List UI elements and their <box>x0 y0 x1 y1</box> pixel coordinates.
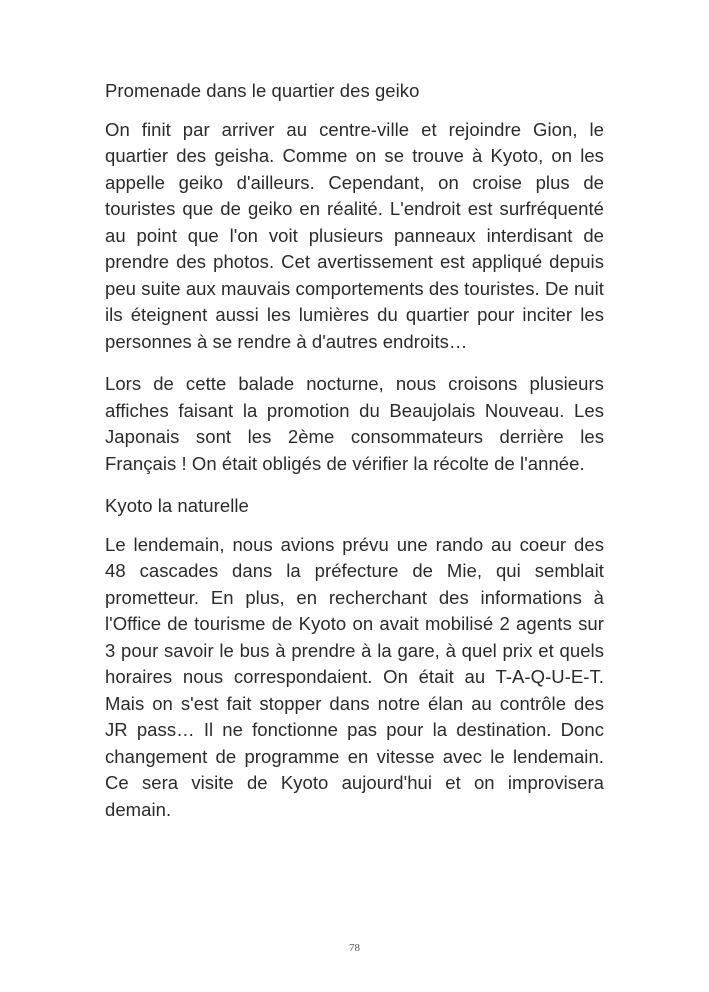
paragraph-cascades: Le lendemain, nous avions prévu une rando au coeur des 48 cascades dans la préfecture de Mie, qui semblait prometteur. En plus, en recherchant des informations à l'Office de tourisme de Kyoto on avait mobilisé 2 agents sur 3 pour savoir le bus à prendre à la gare, à quel prix et quels horaires nous correspondaient. On était au T-A-Q-U-E-T. Mais on s'est fait stopper dans notre élan au contrôle des JR pass… Il ne fonctionne pas pour la destination. Donc changement de programme en vitesse avec le lendemain. Ce sera visite de Kyoto aujourd'hui et on improvisera demain. <box>105 533 604 820</box>
page-number: 78 <box>349 942 360 954</box>
paragraph-gion-geiko: On finit par arriver au centre-ville et rejoindre Gion, le quartier des geisha. Comme on se trouve à Kyoto, on les appelle geiko d'ailleurs. Cependant, on croise plus de touristes que de geiko en réalité. L'endroit est surfréquenté au point que l'on voit plusieurs panneaux interdisant de prendre des photos. Cet avertissement est appliqué depuis peu suite aux mauvais comportements des touristes. De nuit ils éteignent aussi les lumières du quartier pour inciter les personnes à se rendre à d'autres endroits… <box>105 118 604 352</box>
page-body <box>105 78 604 839</box>
section-heading-kyoto-nature: Kyoto la naturelle <box>105 495 249 516</box>
paragraph-beaujolais: Lors de cette balade nocturne, nous croisons plusieurs affiches faisant la promotion du Beaujolais Nouveau. Les Japonais sont les 2ème consommateurs derrière les Français ! On était obligés de vérifier la récolte de l'année. <box>105 373 604 474</box>
section-heading-gion: Promenade dans le quartier des geiko <box>105 80 420 101</box>
